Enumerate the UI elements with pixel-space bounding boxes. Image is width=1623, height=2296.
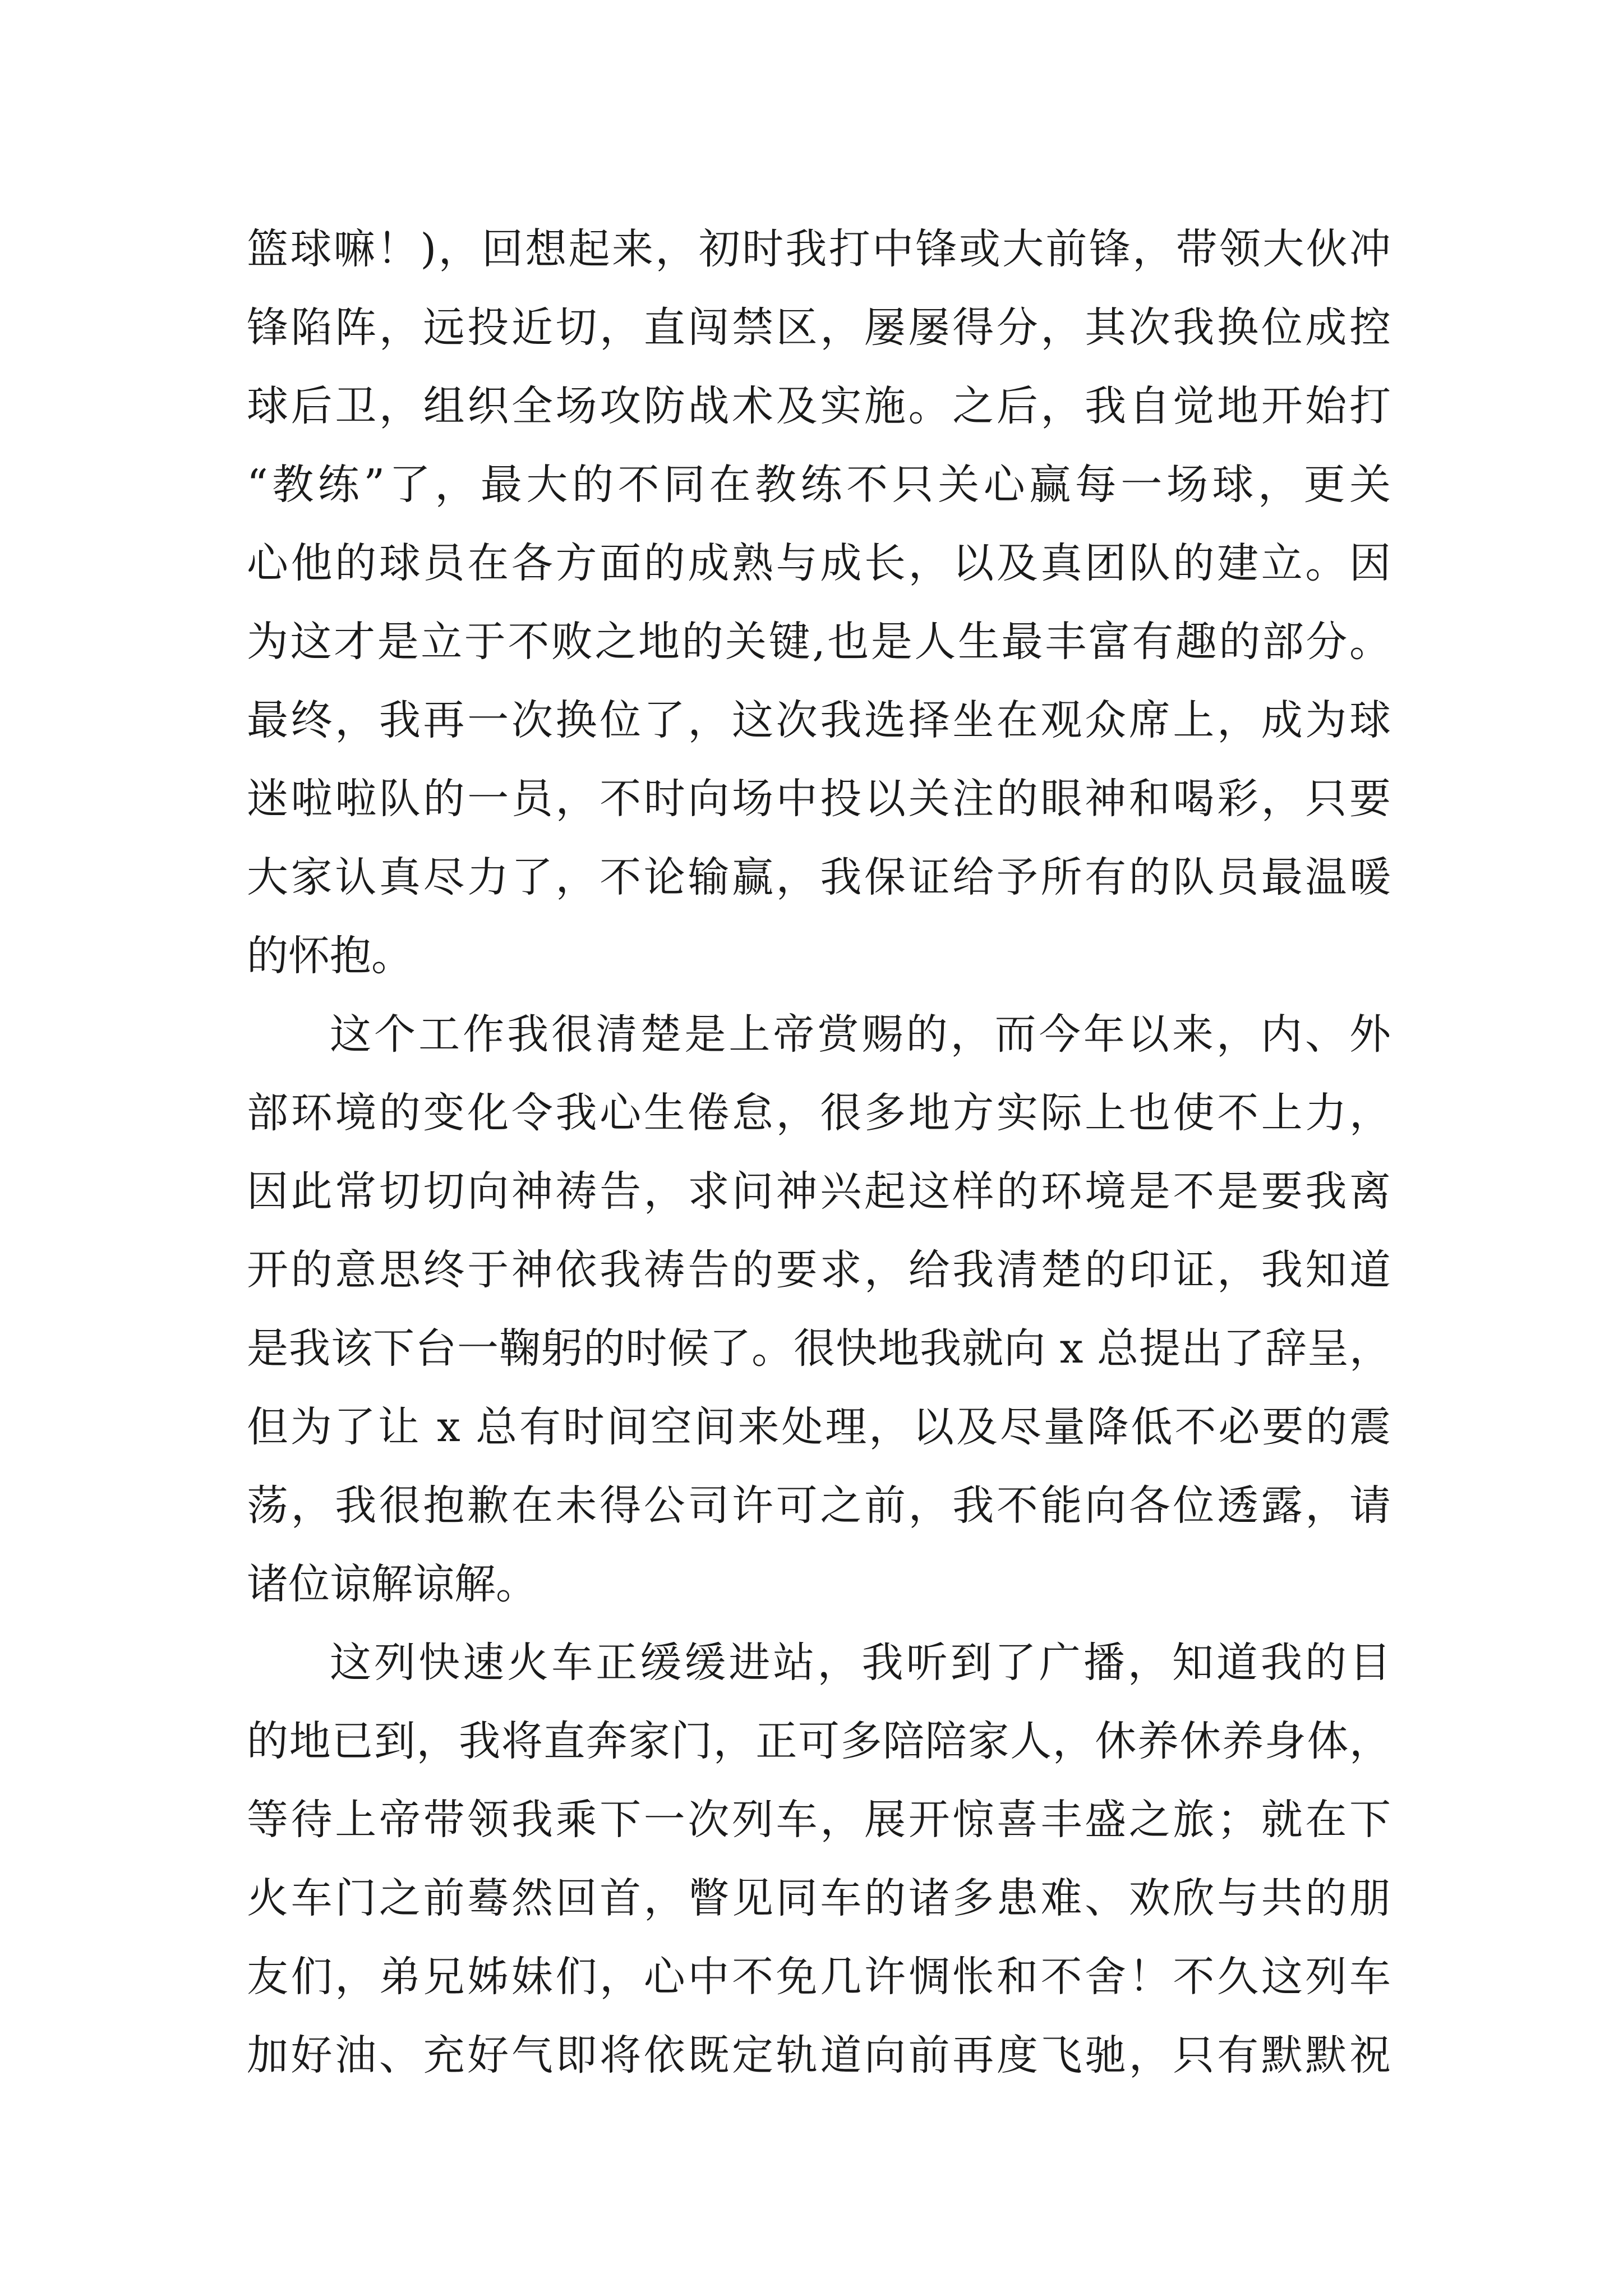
text-line: 因此常切切向神祷告，求问神兴起这样的环境是不是要我离	[247, 1167, 1391, 1216]
text-line: 部环境的变化令我心生倦怠，很多地方实际上也使不上力，	[247, 1089, 1391, 1137]
text-line: 加好油、充好气即将依既定轨道向前再度飞驰，只有默默祝	[247, 2031, 1391, 2079]
text-line: 篮球嘛！)，回想起来，初时我打中锋或大前锋，带领大伙冲	[247, 225, 1391, 273]
text-line: 开的意思终于神依我祷告的要求，给我清楚的印证，我知道	[247, 1246, 1391, 1294]
text-line: 的地已到，我将直奔家门，正可多陪陪家人，休养休养身体，	[247, 1717, 1391, 1765]
paragraph-first-line: 这个工作我很清楚是上帝赏赐的，而今年以来，内、外	[330, 1010, 1391, 1059]
text-line: 锋陷阵，远投近切，直闯禁区，屡屡得分，其次我换位成控	[247, 303, 1391, 352]
text-line: 火车门之前蓦然回首，瞥见同车的诸多患难、欢欣与共的朋	[247, 1874, 1391, 1922]
text-line: 大家认真尽力了，不论输赢，我保证给予所有的队员最温暖	[247, 853, 1391, 901]
text-line: 荡，我很抱歉在未得公司许可之前，我不能向各位透露，请	[247, 1481, 1391, 1530]
text-line: 最终，我再一次换位了，这次我选择坐在观众席上，成为球	[247, 696, 1391, 744]
text-line: 为这才是立于不败之地的关键,也是人生最丰富有趣的部分。	[247, 618, 1391, 666]
text-line: 迷啦啦队的一员，不时向场中投以关注的眼神和喝彩，只要	[247, 775, 1391, 823]
text-line: 球后卫，组织全场攻防战术及实施。之后，我自觉地开始打	[247, 382, 1391, 430]
text-line: 的怀抱。	[247, 932, 413, 980]
text-line: 是我该下台一鞠躬的时候了。很快地我就向 x 总提出了辞呈，	[247, 1324, 1391, 1373]
text-line: 诸位谅解谅解。	[247, 1560, 537, 1608]
text-line: 等待上帝带领我乘下一次列车，展开惊喜丰盛之旅；就在下	[247, 1796, 1391, 1844]
text-line: 心他的球员在各方面的成熟与成长，以及真团队的建立。因	[247, 539, 1391, 587]
text-line: “教练”了，最大的不同在教练不只关心赢每一场球，更关	[247, 461, 1391, 509]
body-text	[247, 210, 1391, 2095]
paragraph-first-line: 这列快速火车正缓缓进站，我听到了广播，知道我的目	[330, 1639, 1391, 1687]
text-line: 友们，弟兄姊妹们，心中不免几许惆怅和不舍！不久这列车	[247, 1953, 1391, 2001]
text-line: 但为了让 x 总有时间空间来处理，以及尽量降低不必要的震	[247, 1403, 1391, 1451]
